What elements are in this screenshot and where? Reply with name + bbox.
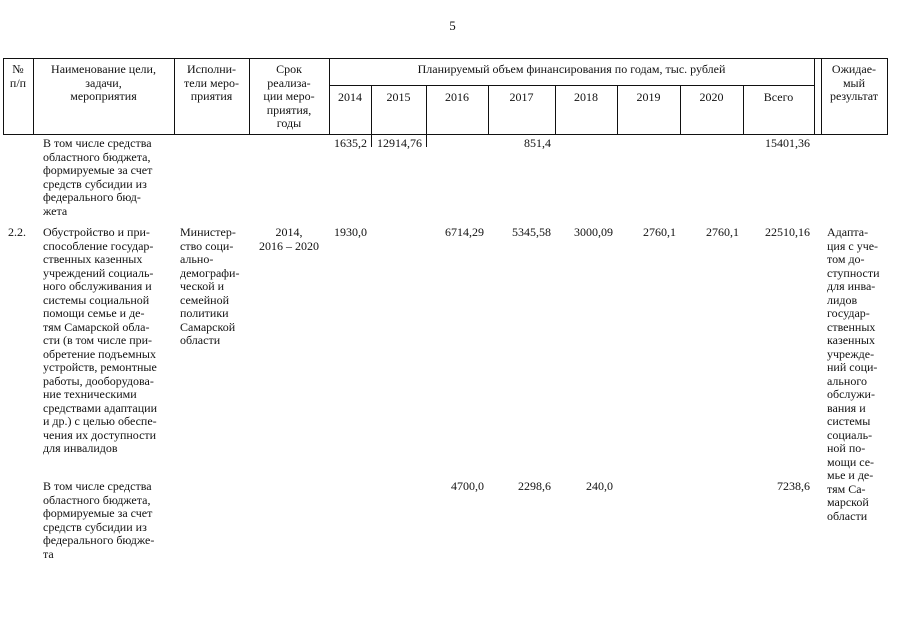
row-result: области bbox=[827, 508, 868, 523]
row-value: 22510,16 bbox=[765, 225, 810, 239]
row-value: 2760,1 bbox=[706, 225, 739, 239]
row-executor: Министер- bbox=[180, 225, 236, 239]
funding-header-divider bbox=[329, 85, 814, 86]
header-year: 2020 bbox=[699, 90, 724, 104]
header-year: 2017 bbox=[509, 90, 534, 104]
header-executor: Исполни- bbox=[186, 62, 237, 76]
header-result: Ожидае- bbox=[831, 62, 877, 76]
row-value: 6714,29 bbox=[445, 225, 484, 239]
row-name: работы, дооборудова- bbox=[43, 373, 154, 388]
row-name: обретение подъемных bbox=[43, 346, 156, 361]
row-name: та bbox=[43, 546, 54, 561]
row-executor: ство соци- bbox=[180, 238, 234, 253]
row-result: тям Са- bbox=[827, 481, 866, 496]
header-result: мый bbox=[842, 75, 866, 90]
row-executor: семейной bbox=[180, 292, 229, 307]
row-value: 2760,1 bbox=[643, 225, 676, 239]
row-result: социаль- bbox=[827, 427, 873, 442]
row-result: том до- bbox=[827, 252, 865, 266]
row-result: вания и bbox=[827, 400, 866, 415]
row-result: государ- bbox=[827, 306, 870, 320]
header-year: 2018 bbox=[574, 90, 598, 104]
header-year: 2016 bbox=[445, 90, 469, 104]
header-num: № bbox=[12, 62, 24, 76]
header-term: годы bbox=[276, 116, 302, 130]
row-name: ние техническими bbox=[43, 387, 137, 401]
row-value: 4700,0 bbox=[451, 479, 484, 493]
header-name: мероприятия bbox=[70, 89, 137, 103]
row-result: ний соци- bbox=[827, 360, 878, 374]
row-executor: демографи- bbox=[180, 265, 240, 280]
row-name: средств субсидии из bbox=[43, 176, 147, 191]
row-value: 851,4 bbox=[524, 136, 551, 150]
header-result: результат bbox=[829, 89, 879, 103]
row-value: 2298,6 bbox=[518, 479, 551, 493]
row-name: тям Самарской обла- bbox=[43, 319, 150, 334]
row-result: лидов bbox=[827, 292, 858, 307]
row-result: марской bbox=[827, 495, 869, 509]
row-value: 7238,6 bbox=[777, 479, 810, 493]
header-executor: приятия bbox=[190, 89, 233, 103]
row-result: системы bbox=[827, 414, 871, 428]
body-column-tick bbox=[426, 134, 427, 147]
row-value: 240,0 bbox=[586, 479, 613, 493]
row-name: Обустройство и при- bbox=[43, 225, 150, 239]
row-result: учрежде- bbox=[827, 346, 875, 361]
row-value: 1635,2 bbox=[334, 136, 367, 150]
row-name: формируемые за счет bbox=[43, 506, 153, 520]
row-name: областного бюджета, bbox=[43, 492, 151, 507]
header-year: 2014 bbox=[338, 90, 362, 104]
row-name: федерального бюд- bbox=[43, 190, 141, 204]
row-name: средствами адаптации bbox=[43, 400, 158, 415]
row-result: Адапта- bbox=[827, 225, 869, 239]
row-value: 1930,0 bbox=[334, 225, 367, 239]
row-number: 2.2. bbox=[8, 225, 26, 239]
header-term: ции меро- bbox=[263, 89, 315, 103]
header-year: 2019 bbox=[636, 90, 661, 104]
header-num: п/п bbox=[9, 75, 27, 90]
row-name: В том числе средства bbox=[43, 479, 152, 493]
row-name: и др.) с целью обеспе- bbox=[43, 414, 157, 428]
header-term: Срок bbox=[276, 62, 302, 76]
page-number: 5 bbox=[449, 18, 456, 33]
row-name: для инвалидов bbox=[43, 441, 118, 455]
row-result: ция с уче- bbox=[827, 238, 879, 253]
row-result: казенных bbox=[827, 333, 875, 347]
header-year: 2015 bbox=[386, 90, 411, 104]
row-result: ступности bbox=[827, 265, 880, 280]
row-result: для инва- bbox=[827, 279, 876, 293]
header-column-border bbox=[814, 58, 815, 135]
row-result: обслужи- bbox=[827, 387, 875, 401]
header-executor: тели меро- bbox=[184, 75, 239, 90]
row-name: областного бюджета, bbox=[43, 149, 151, 164]
row-term: 2014, bbox=[275, 225, 303, 239]
row-name: помощи семье и де- bbox=[43, 306, 145, 320]
row-executor: области bbox=[180, 333, 221, 347]
header-name: задачи, bbox=[85, 75, 122, 90]
header-bottom-border bbox=[3, 134, 887, 135]
header-column-border bbox=[887, 58, 888, 135]
row-result: мье и де- bbox=[827, 468, 874, 482]
row-result: ственных bbox=[827, 319, 876, 334]
table-top-border bbox=[3, 58, 887, 59]
row-result: ального bbox=[827, 373, 867, 388]
row-value: 5345,58 bbox=[512, 225, 551, 239]
row-value: 15401,36 bbox=[765, 136, 810, 150]
row-name: ного обслуживания и bbox=[43, 279, 152, 293]
row-value: 3000,09 bbox=[574, 225, 613, 239]
row-name: ственных казенных bbox=[43, 252, 143, 266]
row-name: способление государ- bbox=[43, 238, 154, 253]
row-executor: ально- bbox=[180, 252, 214, 266]
row-name: жета bbox=[43, 203, 68, 218]
header-year: Всего bbox=[763, 90, 794, 104]
row-name: В том числе средства bbox=[43, 136, 152, 150]
row-executor: Самарской bbox=[180, 319, 236, 334]
row-name: федерального бюдже- bbox=[43, 533, 155, 547]
row-value: 12914,76 bbox=[377, 136, 422, 150]
row-executor: ческой и bbox=[180, 279, 225, 293]
row-name: учреждений социаль- bbox=[43, 265, 154, 280]
row-name: чения их доступности bbox=[43, 427, 157, 442]
header-funding: Планируемый объем финансирования по годам, тыс. рублей bbox=[417, 62, 726, 76]
row-name: сти (в том числе при- bbox=[43, 333, 153, 347]
row-name: устройств, ремонтные bbox=[43, 360, 157, 374]
row-term: 2016 – 2020 bbox=[259, 238, 319, 253]
header-term: приятия, bbox=[266, 102, 312, 117]
row-result: ной по- bbox=[827, 441, 866, 455]
header-term: реализа- bbox=[267, 75, 311, 90]
row-name: средств субсидии из bbox=[43, 519, 147, 534]
row-result: мощи се- bbox=[827, 454, 875, 469]
row-executor: политики bbox=[180, 306, 229, 320]
header-name: Наименование цели, bbox=[51, 62, 156, 76]
row-name: формируемые за счет bbox=[43, 163, 153, 177]
row-name: системы социальной bbox=[43, 292, 150, 307]
